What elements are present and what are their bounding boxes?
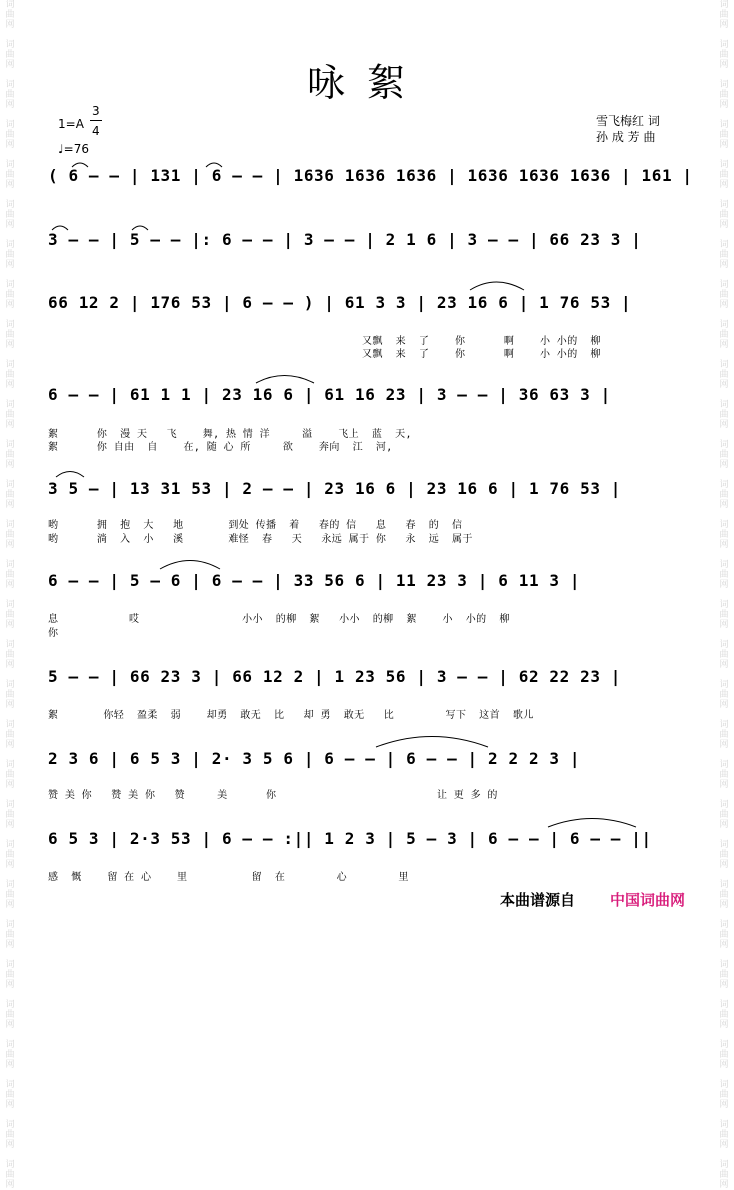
score-line-3: 66 12 2 | 176 53 | 6 — — ) | 61 3 3 | 23 16 6 | 1 76 53 | <box>48 293 632 312</box>
key-signature: 1=A <box>58 117 84 131</box>
slur <box>470 282 524 290</box>
lyric-line-8a: 赞 美 你 赞 美 你 赞 美 你 让 更 多 的 <box>48 790 498 801</box>
score-line-8: 2 3 6 | 6 5 3 | 2· 3 5 6 | 6 — — | 6 — — | 2 2 2 3 | <box>48 749 581 768</box>
slur <box>548 819 636 828</box>
composer-credit: 孙 成 芳 曲 <box>596 130 656 144</box>
score-line-7: 5 — — | 66 23 3 | 66 12 2 | 1 23 56 | 3 — — | 62 22 23 | <box>48 667 622 686</box>
score-line-6: 6 — — | 5 — 6 | 6 — — | 33 56 6 | 11 23 3 | 6 11 3 | <box>48 571 581 590</box>
site-link[interactable]: 中国词曲网 <box>610 891 686 909</box>
song-title: 咏絮 <box>306 61 427 105</box>
slur <box>256 376 314 384</box>
score-line-9: 6 5 3 | 2·3 53 | 6 — — :|| 1 2 3 | 5 — 3 | 6 — — | 6 — — || <box>48 829 652 848</box>
fermata-arc <box>52 226 68 230</box>
score-line-2: 3 — — | 5 — — |: 6 — — | 3 — — | 2 1 6 | 3 — — | 66 23 3 | <box>48 230 642 249</box>
fermata-arc <box>132 226 148 230</box>
lyric-line-7a: 絮 你轻 盈柔 弱 却勇 敢无 比 却 勇 敢无 比 写下 这首 歌儿 <box>48 710 534 721</box>
time-signature-top: 3 <box>92 104 100 118</box>
lyric-line-6a: 息 哎 小小 的柳 絮 小小 的柳 絮 小 小的 柳 <box>48 614 510 625</box>
lyric-line-3b: 又飘 来 了 你 啊 小 小的 柳 <box>362 349 601 360</box>
lyric-line-5b: 哟 淌 入 小 溪 难怪 春 天 永远 属于 你 永 远 属于 <box>48 534 473 545</box>
source-label: 本曲谱源自 <box>500 891 576 909</box>
watermark-text: 词 曲 网 词 曲 网 词 曲 网 词 曲 网 词 曲 网 词 曲 网 词 曲 网 词 曲 网 词 曲 网 词 曲 网 词 曲 网 词 曲 网 词 曲 网 词 曲 网 词 曲 网 词 曲 网 词 曲 网 词 曲 网 词 曲 网 词 曲 网 词 曲 网 词 曲 网 词 曲 网 词 曲 网 词 曲 网 词 曲 网 词 曲 网 词 曲 网 词 曲 网 词 曲 网 <box>5 0 15 1190</box>
fermata-arc <box>206 163 222 167</box>
tempo-value: =76 <box>63 142 89 156</box>
score-line-1: ( 6 — — | 131 | 6 — — | 1636 1636 1636 | 1636 1636 1636 | 161 | <box>48 166 693 185</box>
slur <box>376 737 488 748</box>
lyric-line-9a: 感 慨 留 在 心 里 留 在 心 里 <box>48 872 409 883</box>
lyric-line-5a: 哟 拥 抱 大 地 到处 传播 着 春的 信 息 春 的 信 <box>48 520 463 531</box>
lyricist-credit: 雪飞梅红 词 <box>596 114 660 128</box>
slur <box>56 472 84 478</box>
lyric-line-6b: 你 <box>48 628 59 639</box>
fermata-arc <box>72 163 88 167</box>
lyric-line-4a: 絮 你 漫 天 飞 舞, 热 情 洋 溢 飞上 蓝 天, <box>48 429 412 440</box>
watermark-text: 词 曲 网 词 曲 网 词 曲 网 词 曲 网 词 曲 网 词 曲 网 词 曲 网 词 曲 网 词 曲 网 词 曲 网 词 曲 网 词 曲 网 词 曲 网 词 曲 网 词 曲 网 词 曲 网 词 曲 网 词 曲 网 词 曲 网 词 曲 网 词 曲 网 词 曲 网 词 曲 网 词 曲 网 词 曲 网 词 曲 网 词 曲 网 词 曲 网 词 曲 网 词 曲 网 <box>719 0 729 1190</box>
lyric-line-3a: 又飘 来 了 你 啊 小 小的 柳 <box>362 336 601 347</box>
score-line-5: 3 5 — | 13 31 53 | 2 — — | 23 16 6 | 23 16 6 | 1 76 53 | <box>48 479 622 498</box>
time-signature-bottom: 4 <box>92 124 100 138</box>
quarter-note-icon: ♩ <box>58 142 64 156</box>
lyric-line-4b: 絮 你 自由 自 在, 随 心 所 欲 奔向 江 河, <box>48 442 393 453</box>
score-line-4: 6 — — | 61 1 1 | 23 16 6 | 61 16 23 | 3 — — | 36 63 3 | <box>48 385 611 404</box>
slur <box>160 561 220 570</box>
